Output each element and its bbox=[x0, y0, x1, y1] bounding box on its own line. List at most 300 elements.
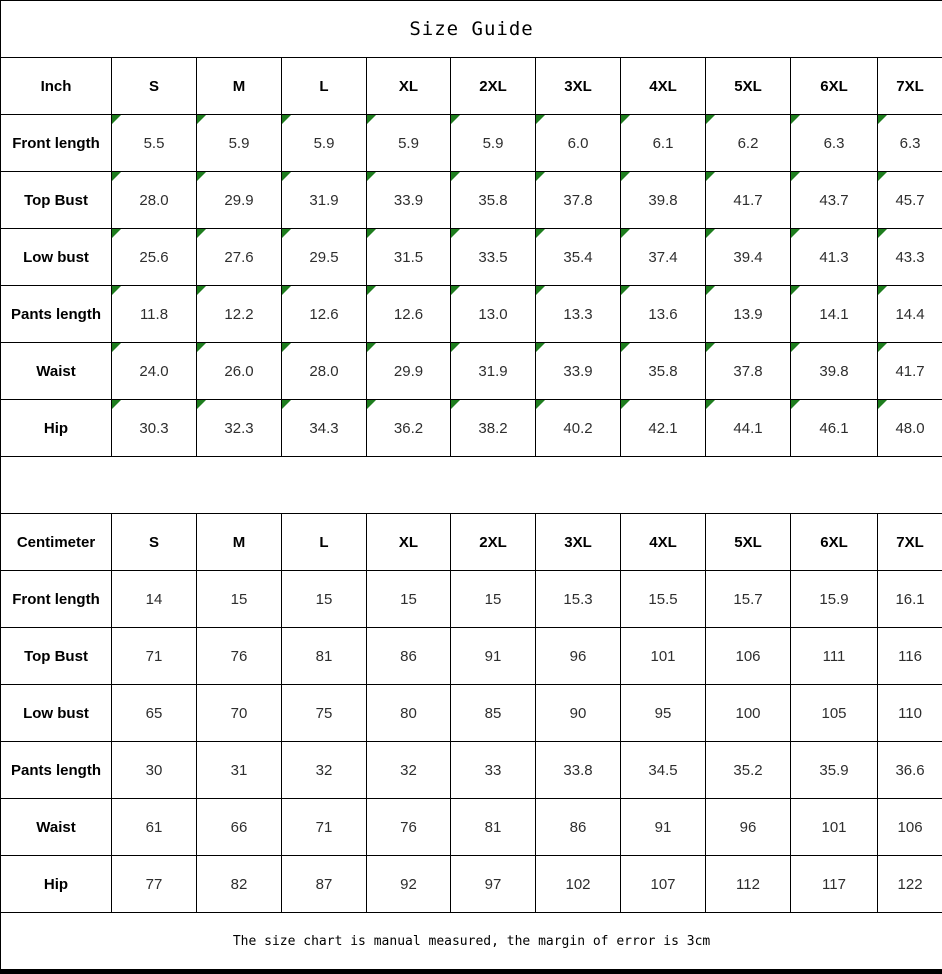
value-cell bbox=[367, 799, 451, 856]
green-corner-flag-icon bbox=[197, 172, 206, 181]
green-corner-flag-icon bbox=[791, 400, 800, 409]
value-cell bbox=[791, 286, 878, 343]
value-cell bbox=[878, 628, 942, 685]
value-text: 6.2 bbox=[738, 135, 759, 152]
green-corner-flag-icon bbox=[367, 229, 376, 238]
value-cell bbox=[791, 799, 878, 856]
size-column-header: XL bbox=[367, 514, 451, 571]
value-text: 80 bbox=[400, 705, 417, 722]
measurement-label-cell: Low bust bbox=[1, 685, 112, 742]
value-cell bbox=[282, 799, 367, 856]
value-cell bbox=[791, 856, 878, 913]
value-text: 46.1 bbox=[819, 420, 848, 437]
measurement-label-cell: Top Bust bbox=[1, 628, 112, 685]
measurement-row bbox=[1, 172, 942, 229]
value-cell bbox=[367, 229, 451, 286]
size-column-header: 7XL bbox=[878, 58, 942, 115]
value-text: 35.9 bbox=[819, 762, 848, 779]
value-text: 81 bbox=[316, 648, 333, 665]
value-cell bbox=[621, 115, 706, 172]
centimeter-header-row bbox=[1, 514, 942, 571]
value-cell bbox=[878, 742, 942, 799]
value-cell bbox=[367, 115, 451, 172]
value-text: 35.8 bbox=[648, 363, 677, 380]
value-text: 36.6 bbox=[895, 762, 924, 779]
value-cell bbox=[621, 571, 706, 628]
value-cell bbox=[282, 400, 367, 457]
value-cell bbox=[536, 343, 621, 400]
size-column-header: 6XL bbox=[791, 514, 878, 571]
green-corner-flag-icon bbox=[621, 343, 630, 352]
value-text: 101 bbox=[821, 819, 846, 836]
size-column-header: 2XL bbox=[451, 514, 536, 571]
value-text: 15.5 bbox=[648, 591, 677, 608]
value-cell bbox=[536, 628, 621, 685]
value-text: 31.5 bbox=[394, 249, 423, 266]
separator-row bbox=[1, 457, 942, 514]
value-text: 71 bbox=[146, 648, 163, 665]
green-corner-flag-icon bbox=[197, 343, 206, 352]
value-cell bbox=[112, 856, 197, 913]
measurement-label-cell: Top Bust bbox=[1, 172, 112, 229]
green-corner-flag-icon bbox=[451, 172, 460, 181]
value-cell bbox=[451, 571, 536, 628]
measurement-row bbox=[1, 571, 942, 628]
value-text: 15 bbox=[316, 591, 333, 608]
size-column-header: S bbox=[112, 514, 197, 571]
value-text: 102 bbox=[565, 876, 590, 893]
size-column-header: 7XL bbox=[878, 514, 942, 571]
value-text: 106 bbox=[735, 648, 760, 665]
measurement-row bbox=[1, 742, 942, 799]
value-text: 13.3 bbox=[563, 306, 592, 323]
green-corner-flag-icon bbox=[621, 286, 630, 295]
value-cell bbox=[451, 856, 536, 913]
size-column-header: M bbox=[197, 58, 282, 115]
value-text: 116 bbox=[898, 648, 922, 665]
value-cell bbox=[282, 115, 367, 172]
value-text: 92 bbox=[400, 876, 417, 893]
value-cell bbox=[706, 628, 791, 685]
measurement-row bbox=[1, 400, 942, 457]
value-text: 36.2 bbox=[394, 420, 423, 437]
size-column-header: 5XL bbox=[706, 514, 791, 571]
green-corner-flag-icon bbox=[367, 115, 376, 124]
green-corner-flag-icon bbox=[878, 400, 887, 409]
value-cell bbox=[706, 343, 791, 400]
green-corner-flag-icon bbox=[367, 286, 376, 295]
green-corner-flag-icon bbox=[451, 400, 460, 409]
value-cell bbox=[282, 172, 367, 229]
value-cell bbox=[536, 571, 621, 628]
value-text: 90 bbox=[570, 705, 587, 722]
value-cell bbox=[367, 628, 451, 685]
value-cell bbox=[878, 343, 942, 400]
value-text: 41.7 bbox=[895, 363, 924, 380]
value-text: 97 bbox=[485, 876, 502, 893]
value-text: 13.6 bbox=[648, 306, 677, 323]
value-text: 101 bbox=[650, 648, 675, 665]
value-cell bbox=[282, 628, 367, 685]
green-corner-flag-icon bbox=[878, 229, 887, 238]
value-text: 48.0 bbox=[895, 420, 924, 437]
value-text: 32 bbox=[316, 762, 333, 779]
value-cell bbox=[621, 628, 706, 685]
value-cell bbox=[621, 172, 706, 229]
value-cell bbox=[112, 628, 197, 685]
value-cell bbox=[112, 799, 197, 856]
green-corner-flag-icon bbox=[451, 286, 460, 295]
value-cell bbox=[451, 799, 536, 856]
value-text: 96 bbox=[740, 819, 757, 836]
value-cell bbox=[112, 343, 197, 400]
green-corner-flag-icon bbox=[282, 229, 291, 238]
value-cell bbox=[878, 229, 942, 286]
value-cell bbox=[621, 685, 706, 742]
green-corner-flag-icon bbox=[367, 400, 376, 409]
value-cell bbox=[791, 115, 878, 172]
value-text: 15 bbox=[485, 591, 502, 608]
value-cell bbox=[282, 571, 367, 628]
value-text: 43.3 bbox=[895, 249, 924, 266]
value-cell bbox=[112, 172, 197, 229]
measurement-row bbox=[1, 628, 942, 685]
value-cell bbox=[536, 400, 621, 457]
value-cell bbox=[878, 172, 942, 229]
value-text: 77 bbox=[146, 876, 163, 893]
value-text: 34.5 bbox=[648, 762, 677, 779]
green-corner-flag-icon bbox=[536, 286, 545, 295]
value-text: 33 bbox=[485, 762, 502, 779]
value-cell bbox=[621, 286, 706, 343]
value-text: 35.4 bbox=[563, 249, 592, 266]
value-cell bbox=[536, 856, 621, 913]
value-cell bbox=[791, 229, 878, 286]
value-text: 29.9 bbox=[224, 192, 253, 209]
green-corner-flag-icon bbox=[451, 229, 460, 238]
value-text: 43.7 bbox=[819, 192, 848, 209]
size-column-header: 3XL bbox=[536, 514, 621, 571]
value-cell bbox=[197, 172, 282, 229]
value-text: 35.2 bbox=[733, 762, 762, 779]
value-text: 95 bbox=[655, 705, 672, 722]
value-text: 87 bbox=[316, 876, 333, 893]
footer-section bbox=[1, 913, 942, 972]
green-corner-flag-icon bbox=[282, 400, 291, 409]
value-cell bbox=[197, 400, 282, 457]
value-cell bbox=[706, 172, 791, 229]
value-cell bbox=[451, 115, 536, 172]
value-text: 122 bbox=[898, 876, 923, 893]
green-corner-flag-icon bbox=[112, 115, 121, 124]
green-corner-flag-icon bbox=[706, 286, 715, 295]
value-cell bbox=[878, 856, 942, 913]
value-cell bbox=[706, 799, 791, 856]
value-cell bbox=[536, 229, 621, 286]
value-text: 40.2 bbox=[563, 420, 592, 437]
green-corner-flag-icon bbox=[878, 172, 887, 181]
value-text: 82 bbox=[231, 876, 248, 893]
value-text: 66 bbox=[231, 819, 248, 836]
value-text: 15.3 bbox=[563, 591, 592, 608]
green-corner-flag-icon bbox=[621, 229, 630, 238]
value-cell bbox=[197, 628, 282, 685]
value-text: 12.2 bbox=[224, 306, 253, 323]
value-cell bbox=[282, 685, 367, 742]
value-text: 14.1 bbox=[819, 306, 848, 323]
green-corner-flag-icon bbox=[878, 115, 887, 124]
green-corner-flag-icon bbox=[706, 172, 715, 181]
value-text: 34.3 bbox=[309, 420, 338, 437]
value-text: 25.6 bbox=[139, 249, 168, 266]
value-text: 12.6 bbox=[394, 306, 423, 323]
value-cell bbox=[621, 229, 706, 286]
value-text: 15.9 bbox=[819, 591, 848, 608]
value-cell bbox=[791, 628, 878, 685]
value-text: 85 bbox=[485, 705, 502, 722]
green-corner-flag-icon bbox=[282, 172, 291, 181]
value-text: 24.0 bbox=[139, 363, 168, 380]
value-text: 86 bbox=[400, 648, 417, 665]
value-cell bbox=[451, 172, 536, 229]
measurement-label-cell: Pants length bbox=[1, 286, 112, 343]
value-text: 14 bbox=[146, 591, 163, 608]
value-text: 5.9 bbox=[398, 135, 419, 152]
green-corner-flag-icon bbox=[282, 115, 291, 124]
value-cell bbox=[367, 856, 451, 913]
value-text: 75 bbox=[316, 705, 333, 722]
value-cell bbox=[282, 229, 367, 286]
measurement-row bbox=[1, 685, 942, 742]
green-corner-flag-icon bbox=[536, 400, 545, 409]
measurement-disclaimer: The size chart is manual measured, the margin of error is 3cm bbox=[1, 913, 942, 972]
value-cell bbox=[282, 286, 367, 343]
measurement-label-cell: Waist bbox=[1, 343, 112, 400]
value-text: 27.6 bbox=[224, 249, 253, 266]
value-cell bbox=[791, 172, 878, 229]
value-text: 45.7 bbox=[895, 192, 924, 209]
green-corner-flag-icon bbox=[282, 286, 291, 295]
value-cell bbox=[197, 286, 282, 343]
value-text: 96 bbox=[570, 648, 587, 665]
value-text: 39.8 bbox=[648, 192, 677, 209]
value-text: 30 bbox=[146, 762, 163, 779]
value-cell bbox=[451, 400, 536, 457]
value-text: 41.7 bbox=[733, 192, 762, 209]
value-text: 65 bbox=[146, 705, 163, 722]
value-cell bbox=[112, 685, 197, 742]
value-cell bbox=[451, 286, 536, 343]
measurement-row bbox=[1, 115, 942, 172]
green-corner-flag-icon bbox=[197, 400, 206, 409]
value-text: 12.6 bbox=[309, 306, 338, 323]
value-cell bbox=[536, 685, 621, 742]
value-cell bbox=[197, 856, 282, 913]
green-corner-flag-icon bbox=[367, 343, 376, 352]
green-corner-flag-icon bbox=[621, 172, 630, 181]
value-text: 111 bbox=[823, 648, 846, 665]
value-cell bbox=[367, 172, 451, 229]
value-text: 100 bbox=[735, 705, 760, 722]
value-cell bbox=[112, 571, 197, 628]
value-text: 70 bbox=[231, 705, 248, 722]
value-cell bbox=[367, 286, 451, 343]
green-corner-flag-icon bbox=[536, 229, 545, 238]
unit-header-cell: Centimeter bbox=[1, 514, 112, 571]
measurement-row bbox=[1, 286, 942, 343]
value-cell bbox=[367, 685, 451, 742]
size-column-header: L bbox=[282, 58, 367, 115]
value-cell bbox=[791, 343, 878, 400]
value-cell bbox=[367, 742, 451, 799]
value-text: 35.8 bbox=[478, 192, 507, 209]
green-corner-flag-icon bbox=[197, 286, 206, 295]
value-text: 105 bbox=[821, 705, 846, 722]
size-guide-title: Size Guide bbox=[1, 1, 942, 58]
value-cell bbox=[197, 343, 282, 400]
value-cell bbox=[282, 742, 367, 799]
value-cell bbox=[197, 229, 282, 286]
value-text: 33.9 bbox=[394, 192, 423, 209]
value-text: 76 bbox=[231, 648, 248, 665]
size-column-header: XL bbox=[367, 58, 451, 115]
value-text: 39.4 bbox=[733, 249, 762, 266]
measurement-label-cell: Hip bbox=[1, 856, 112, 913]
value-cell bbox=[282, 856, 367, 913]
value-text: 33.8 bbox=[563, 762, 592, 779]
separator-section bbox=[1, 457, 942, 514]
size-column-header: 6XL bbox=[791, 58, 878, 115]
green-corner-flag-icon bbox=[706, 115, 715, 124]
value-text: 31 bbox=[231, 762, 248, 779]
footer-row bbox=[1, 913, 942, 972]
value-cell bbox=[451, 685, 536, 742]
value-cell bbox=[112, 742, 197, 799]
value-text: 33.5 bbox=[478, 249, 507, 266]
green-corner-flag-icon bbox=[367, 172, 376, 181]
value-cell bbox=[878, 400, 942, 457]
value-cell bbox=[367, 571, 451, 628]
value-text: 61 bbox=[146, 819, 163, 836]
value-text: 32.3 bbox=[224, 420, 253, 437]
value-cell bbox=[706, 685, 791, 742]
value-cell bbox=[706, 115, 791, 172]
value-text: 5.9 bbox=[314, 135, 335, 152]
value-text: 117 bbox=[822, 876, 846, 893]
value-cell bbox=[197, 115, 282, 172]
green-corner-flag-icon bbox=[791, 229, 800, 238]
value-text: 37.4 bbox=[648, 249, 677, 266]
value-cell bbox=[621, 343, 706, 400]
value-text: 33.9 bbox=[563, 363, 592, 380]
measurement-row bbox=[1, 229, 942, 286]
inch-table-body bbox=[1, 58, 942, 457]
measurement-row bbox=[1, 343, 942, 400]
value-text: 31.9 bbox=[478, 363, 507, 380]
measurement-label-cell: Low bust bbox=[1, 229, 112, 286]
value-cell bbox=[621, 742, 706, 799]
measurement-label-cell: Front length bbox=[1, 571, 112, 628]
green-corner-flag-icon bbox=[706, 229, 715, 238]
value-text: 38.2 bbox=[478, 420, 507, 437]
value-cell bbox=[197, 742, 282, 799]
value-text: 29.9 bbox=[394, 363, 423, 380]
green-corner-flag-icon bbox=[621, 115, 630, 124]
value-cell bbox=[706, 856, 791, 913]
green-corner-flag-icon bbox=[706, 343, 715, 352]
value-cell bbox=[536, 172, 621, 229]
value-text: 44.1 bbox=[733, 420, 762, 437]
size-column-header: S bbox=[112, 58, 197, 115]
size-column-header: 3XL bbox=[536, 58, 621, 115]
green-corner-flag-icon bbox=[706, 400, 715, 409]
inch-header-row bbox=[1, 58, 942, 115]
value-text: 32 bbox=[400, 762, 417, 779]
measurement-label-cell: Pants length bbox=[1, 742, 112, 799]
size-column-header: L bbox=[282, 514, 367, 571]
value-text: 86 bbox=[570, 819, 587, 836]
measurement-label-cell: Hip bbox=[1, 400, 112, 457]
green-corner-flag-icon bbox=[791, 172, 800, 181]
value-text: 14.4 bbox=[895, 306, 924, 323]
value-cell bbox=[791, 685, 878, 742]
green-corner-flag-icon bbox=[451, 115, 460, 124]
value-text: 71 bbox=[316, 819, 333, 836]
value-text: 13.9 bbox=[733, 306, 762, 323]
green-corner-flag-icon bbox=[791, 343, 800, 352]
value-cell bbox=[197, 685, 282, 742]
value-cell bbox=[536, 799, 621, 856]
value-cell bbox=[282, 343, 367, 400]
green-corner-flag-icon bbox=[878, 286, 887, 295]
value-text: 42.1 bbox=[648, 420, 677, 437]
green-corner-flag-icon bbox=[451, 343, 460, 352]
centimeter-table-body bbox=[1, 514, 942, 913]
green-corner-flag-icon bbox=[197, 229, 206, 238]
value-text: 15 bbox=[231, 591, 248, 608]
size-column-header: 5XL bbox=[706, 58, 791, 115]
value-text: 6.1 bbox=[653, 135, 674, 152]
value-text: 110 bbox=[898, 705, 922, 722]
green-corner-flag-icon bbox=[621, 400, 630, 409]
value-cell bbox=[112, 229, 197, 286]
value-cell bbox=[621, 799, 706, 856]
value-text: 91 bbox=[485, 648, 502, 665]
value-cell bbox=[621, 856, 706, 913]
title-section bbox=[1, 1, 942, 58]
value-cell bbox=[791, 742, 878, 799]
value-cell bbox=[197, 571, 282, 628]
value-text: 16.1 bbox=[895, 591, 924, 608]
value-cell bbox=[706, 229, 791, 286]
value-cell bbox=[536, 115, 621, 172]
value-cell bbox=[706, 571, 791, 628]
value-cell bbox=[451, 343, 536, 400]
green-corner-flag-icon bbox=[536, 172, 545, 181]
value-cell bbox=[451, 628, 536, 685]
value-text: 30.3 bbox=[139, 420, 168, 437]
value-text: 5.9 bbox=[229, 135, 250, 152]
green-corner-flag-icon bbox=[536, 115, 545, 124]
green-corner-flag-icon bbox=[282, 343, 291, 352]
value-text: 91 bbox=[655, 819, 672, 836]
size-column-header: M bbox=[197, 514, 282, 571]
green-corner-flag-icon bbox=[112, 172, 121, 181]
measurement-label-cell: Waist bbox=[1, 799, 112, 856]
value-cell bbox=[791, 571, 878, 628]
green-corner-flag-icon bbox=[536, 343, 545, 352]
green-corner-flag-icon bbox=[112, 229, 121, 238]
